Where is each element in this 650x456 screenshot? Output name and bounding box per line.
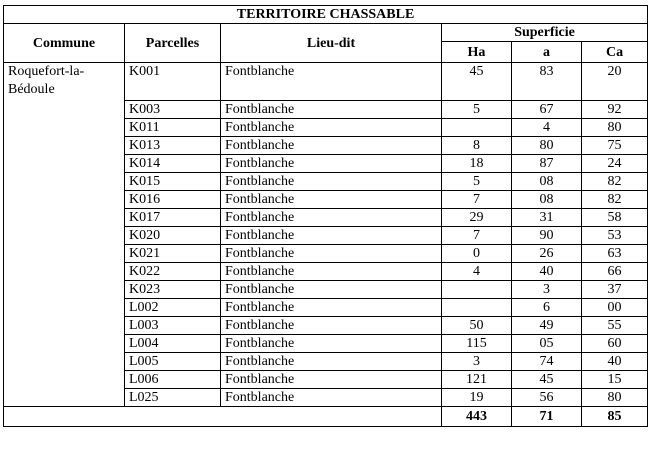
lieu-dit-cell: Fontblanche bbox=[221, 137, 442, 155]
table-title: TERRITOIRE CHASSABLE bbox=[4, 6, 648, 24]
ca-cell: 63 bbox=[582, 245, 648, 263]
lieu-dit-cell: Fontblanche bbox=[221, 245, 442, 263]
lieu-dit-cell: Fontblanche bbox=[221, 299, 442, 317]
ca-cell: 58 bbox=[582, 209, 648, 227]
ha-cell: 7 bbox=[442, 227, 512, 245]
ha-cell: 18 bbox=[442, 155, 512, 173]
header-commune: Commune bbox=[4, 24, 125, 63]
ca-cell: 80 bbox=[582, 389, 648, 407]
total-row bbox=[4, 407, 648, 427]
ha-cell: 7 bbox=[442, 191, 512, 209]
lieu-dit-cell: Fontblanche bbox=[221, 191, 442, 209]
ha-cell: 5 bbox=[442, 173, 512, 191]
ca-cell: 80 bbox=[582, 119, 648, 137]
parcelle-cell: K014 bbox=[125, 155, 221, 173]
a-cell: 56 bbox=[512, 389, 582, 407]
a-cell: 45 bbox=[512, 371, 582, 389]
a-cell: 3 bbox=[512, 281, 582, 299]
a-cell: 08 bbox=[512, 191, 582, 209]
ha-cell: 8 bbox=[442, 137, 512, 155]
commune-cell: Roquefort-la-Bédoule bbox=[4, 63, 125, 407]
ha-cell: 29 bbox=[442, 209, 512, 227]
a-cell: 6 bbox=[512, 299, 582, 317]
territoire-table bbox=[3, 5, 648, 427]
parcelle-cell: L002 bbox=[125, 299, 221, 317]
ha-cell: 50 bbox=[442, 317, 512, 335]
a-cell: 87 bbox=[512, 155, 582, 173]
ha-cell bbox=[442, 281, 512, 299]
parcelle-cell: K022 bbox=[125, 263, 221, 281]
ha-cell: 19 bbox=[442, 389, 512, 407]
a-cell: 05 bbox=[512, 335, 582, 353]
a-cell: 08 bbox=[512, 173, 582, 191]
lieu-dit-cell: Fontblanche bbox=[221, 335, 442, 353]
lieu-dit-cell: Fontblanche bbox=[221, 119, 442, 137]
parcelle-cell: K016 bbox=[125, 191, 221, 209]
a-cell: 4 bbox=[512, 119, 582, 137]
ca-cell: 24 bbox=[582, 155, 648, 173]
parcelle-cell: L005 bbox=[125, 353, 221, 371]
ca-cell: 53 bbox=[582, 227, 648, 245]
lieu-dit-cell: Fontblanche bbox=[221, 101, 442, 119]
ha-cell: 4 bbox=[442, 263, 512, 281]
ca-cell: 37 bbox=[582, 281, 648, 299]
a-cell: 67 bbox=[512, 101, 582, 119]
a-cell: 26 bbox=[512, 245, 582, 263]
ca-cell: 82 bbox=[582, 191, 648, 209]
parcelle-cell: K011 bbox=[125, 119, 221, 137]
a-cell: 40 bbox=[512, 263, 582, 281]
ha-cell: 5 bbox=[442, 101, 512, 119]
lieu-dit-cell: Fontblanche bbox=[221, 227, 442, 245]
ca-cell: 20 bbox=[582, 63, 648, 101]
parcelle-cell: K003 bbox=[125, 101, 221, 119]
header-parcelles: Parcelles bbox=[125, 24, 221, 63]
parcelle-cell: K020 bbox=[125, 227, 221, 245]
lieu-dit-cell: Fontblanche bbox=[221, 173, 442, 191]
lieu-dit-cell: Fontblanche bbox=[221, 371, 442, 389]
parcelle-cell: L025 bbox=[125, 389, 221, 407]
ca-cell: 75 bbox=[582, 137, 648, 155]
ha-cell: 0 bbox=[442, 245, 512, 263]
a-cell: 31 bbox=[512, 209, 582, 227]
ca-cell: 00 bbox=[582, 299, 648, 317]
ca-cell: 92 bbox=[582, 101, 648, 119]
parcelle-cell: K017 bbox=[125, 209, 221, 227]
header-lieu-dit: Lieu-dit bbox=[221, 24, 442, 63]
parcelle-cell: K001 bbox=[125, 63, 221, 101]
a-cell: 49 bbox=[512, 317, 582, 335]
table-row bbox=[4, 63, 648, 101]
total-ca: 85 bbox=[582, 407, 648, 427]
a-cell: 83 bbox=[512, 63, 582, 101]
lieu-dit-cell: Fontblanche bbox=[221, 155, 442, 173]
table-body bbox=[4, 63, 648, 407]
parcelle-cell: K023 bbox=[125, 281, 221, 299]
parcelle-cell: K021 bbox=[125, 245, 221, 263]
lieu-dit-cell: Fontblanche bbox=[221, 281, 442, 299]
ha-cell bbox=[442, 119, 512, 137]
lieu-dit-cell: Fontblanche bbox=[221, 353, 442, 371]
ca-cell: 60 bbox=[582, 335, 648, 353]
parcelle-cell: K013 bbox=[125, 137, 221, 155]
total-a: 71 bbox=[512, 407, 582, 427]
parcelle-cell: K015 bbox=[125, 173, 221, 191]
ha-cell bbox=[442, 299, 512, 317]
parcelle-cell: L004 bbox=[125, 335, 221, 353]
lieu-dit-cell: Fontblanche bbox=[221, 317, 442, 335]
lieu-dit-cell: Fontblanche bbox=[221, 209, 442, 227]
total-ha: 443 bbox=[442, 407, 512, 427]
header-superficie: Superficie bbox=[442, 24, 648, 42]
a-cell: 90 bbox=[512, 227, 582, 245]
parcelle-cell: L003 bbox=[125, 317, 221, 335]
total-label-cell bbox=[4, 407, 442, 427]
ca-cell: 82 bbox=[582, 173, 648, 191]
a-cell: 80 bbox=[512, 137, 582, 155]
header-ca: Ca bbox=[582, 42, 648, 63]
ha-cell: 115 bbox=[442, 335, 512, 353]
ca-cell: 40 bbox=[582, 353, 648, 371]
lieu-dit-cell: Fontblanche bbox=[221, 263, 442, 281]
lieu-dit-cell: Fontblanche bbox=[221, 63, 442, 101]
ha-cell: 45 bbox=[442, 63, 512, 101]
ca-cell: 66 bbox=[582, 263, 648, 281]
header-a: a bbox=[512, 42, 582, 63]
ca-cell: 55 bbox=[582, 317, 648, 335]
ca-cell: 15 bbox=[582, 371, 648, 389]
lieu-dit-cell: Fontblanche bbox=[221, 389, 442, 407]
ha-cell: 3 bbox=[442, 353, 512, 371]
a-cell: 74 bbox=[512, 353, 582, 371]
parcelle-cell: L006 bbox=[125, 371, 221, 389]
ha-cell: 121 bbox=[442, 371, 512, 389]
header-ha: Ha bbox=[442, 42, 512, 63]
